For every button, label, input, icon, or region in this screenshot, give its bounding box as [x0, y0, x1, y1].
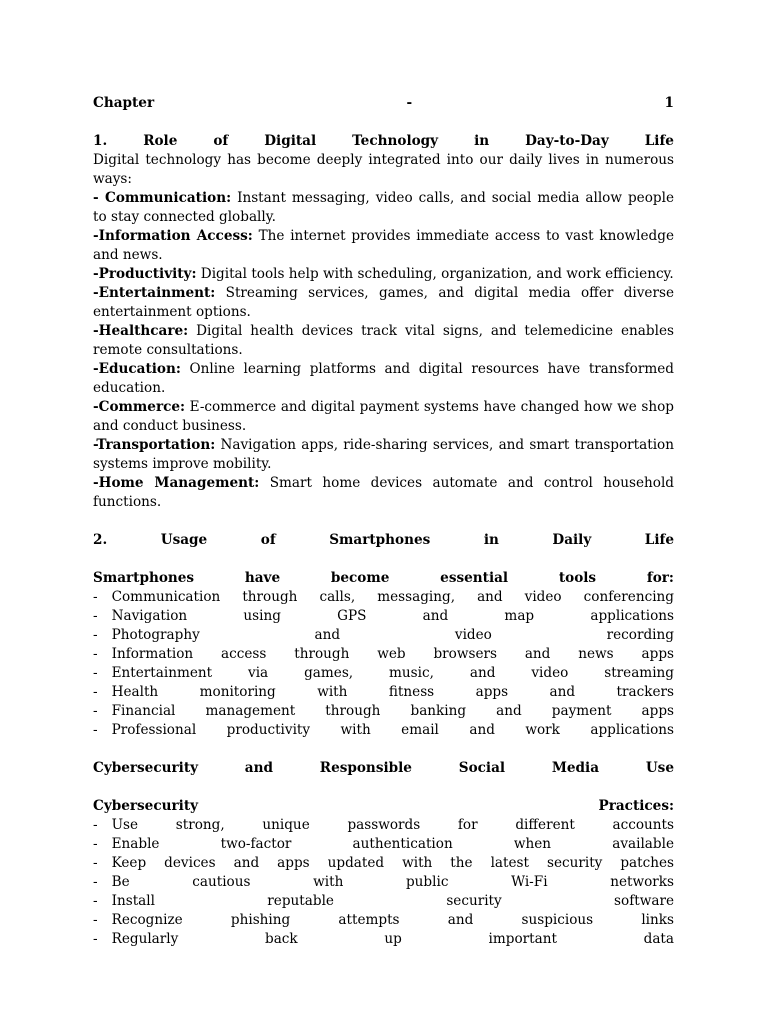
list-item-text: Financial management through banking and payment apps: [111, 703, 674, 719]
list-item-text: Be cautious with public Wi-Fi networks: [111, 874, 674, 890]
list-item-label: -Education:: [93, 361, 181, 377]
list-item: [93, 588, 674, 607]
section1-heading-word: Technology: [352, 133, 439, 149]
list-item: [93, 607, 674, 626]
list-bullet: -: [93, 855, 98, 871]
list-item-text: Navigation apps, ride-sharing services, and smart transportation systems improve mobility.: [93, 437, 674, 472]
section3-heading-word: Use: [645, 760, 674, 776]
list-item-text: Instant messaging, video calls, and social media allow people to stay connected globally.: [93, 190, 674, 225]
list-item: [93, 911, 674, 930]
section3-subheading-word: Practices:: [598, 798, 674, 814]
chapter-dash: -: [406, 95, 413, 111]
section2-lead-word: have: [244, 570, 281, 586]
list-bullet: -: [93, 589, 98, 605]
list-item-text: Smart home devices automate and control household functions.: [93, 475, 674, 510]
list-bullet: -: [93, 627, 98, 643]
list-bullet: -: [93, 703, 98, 719]
list-item-label: -Healthcare:: [93, 323, 189, 339]
section3-heading: [93, 759, 674, 778]
document-body: [93, 94, 674, 949]
section2-lead-word: for:: [646, 570, 674, 586]
section1-heading-word: in: [474, 133, 490, 149]
section2-heading-word: Daily: [552, 532, 592, 548]
list-item-label: -Entertainment:: [93, 285, 216, 301]
list-bullet: -: [93, 912, 98, 928]
list-bullet: -: [93, 722, 98, 738]
list-item-text: Digital health devices track vital signs, and telemedicine enables remote consultations.: [93, 323, 674, 358]
section1-intro: Digital technology has become deeply integrated into our daily lives in numerous ways:: [93, 152, 674, 187]
list-bullet: -: [93, 931, 98, 947]
list-item: [93, 360, 674, 398]
section2-heading-word: Smartphones: [329, 532, 431, 548]
section1-heading-word: Role: [143, 133, 178, 149]
list-item: [93, 284, 674, 322]
list-item-text: Streaming services, games, and digital media offer diverse entertainment options.: [93, 285, 674, 320]
list-item-text: Communication through calls, messaging, and video conferencing: [111, 589, 674, 605]
list-item-text: Digital tools help with scheduling, organization, and work efficiency.: [196, 266, 674, 282]
list-item: [93, 873, 674, 892]
list-item: [93, 892, 674, 911]
list-item: [93, 189, 674, 227]
list-item: [93, 626, 674, 645]
section2-heading-word: in: [483, 532, 499, 548]
section1-heading-word: Day-to-Day: [525, 133, 609, 149]
section3-heading-word: Social: [458, 760, 506, 776]
list-item-label: -Transportation:: [93, 437, 216, 453]
list-item-text: Professional productivity with email and work applications: [111, 722, 674, 738]
section1-heading-word: Digital: [264, 133, 317, 149]
section2-lead-word: become: [330, 570, 390, 586]
list-bullet: -: [93, 817, 98, 833]
section2-heading-word: Life: [644, 532, 674, 548]
list-item: [93, 683, 674, 702]
list-item-text: Install reputable security software: [111, 893, 674, 909]
list-item-text: Use strong, unique passwords for different accounts: [111, 817, 674, 833]
list-item-label: -Information Access:: [93, 228, 253, 244]
list-item-text: E-commerce and digital payment systems have changed how we shop and conduct business.: [93, 399, 674, 434]
list-item-text: Photography and video recording: [111, 627, 674, 643]
list-bullet: -: [93, 665, 98, 681]
list-item: [93, 322, 674, 360]
section1-list: [93, 189, 674, 512]
section2-list: [93, 588, 674, 740]
list-item-label: - Communication:: [93, 190, 232, 206]
section3-subheading-word: Cybersecurity: [93, 798, 198, 814]
list-item: [93, 474, 674, 512]
section3-list: [93, 816, 674, 949]
section3-heading-word: and: [244, 760, 273, 776]
list-item-text: Regularly back up important data: [111, 931, 674, 947]
section2-heading-number: 2.: [93, 532, 108, 548]
chapter-header: [93, 94, 674, 113]
list-item: [93, 645, 674, 664]
list-item-text: Information access through web browsers and news apps: [111, 646, 674, 662]
chapter-word: Chapter: [93, 95, 155, 111]
list-item-label: -Productivity:: [93, 266, 197, 282]
section1-heading: [93, 132, 674, 151]
list-item: [93, 816, 674, 835]
list-item: [93, 227, 674, 265]
section2-lead: [93, 569, 674, 588]
section3-heading-word: Responsible: [319, 760, 412, 776]
list-bullet: -: [93, 684, 98, 700]
list-item: [93, 854, 674, 873]
list-item-text: Enable two-factor authentication when available: [111, 836, 674, 852]
section2-heading-word: Usage: [160, 532, 208, 548]
list-item-label: -Commerce:: [93, 399, 186, 415]
section2-lead-word: Smartphones: [93, 570, 195, 586]
list-bullet: -: [93, 608, 98, 624]
list-item: [93, 436, 674, 474]
list-bullet: -: [93, 646, 98, 662]
list-item: [93, 721, 674, 740]
list-item-text: Online learning platforms and digital resources have transformed education.: [93, 361, 674, 396]
list-bullet: -: [93, 874, 98, 890]
list-item: [93, 398, 674, 436]
section2-heading-word: of: [260, 532, 276, 548]
list-item: [93, 835, 674, 854]
section2-heading: [93, 531, 674, 550]
list-item-text: Recognize phishing attempts and suspicious links: [111, 912, 674, 928]
list-item-text: The internet provides immediate access to vast knowledge and news.: [93, 228, 675, 263]
section1-heading-word: of: [213, 133, 229, 149]
list-bullet: -: [93, 836, 98, 852]
list-bullet: -: [93, 893, 98, 909]
list-item-text: Health monitoring with fitness apps and trackers: [111, 684, 674, 700]
list-item: [93, 930, 674, 949]
list-item: [93, 702, 674, 721]
list-item: [93, 265, 674, 284]
list-item-text: Keep devices and apps updated with the latest security patches: [111, 855, 674, 871]
section1-heading-number: 1.: [93, 133, 108, 149]
section2-lead-word: essential: [440, 570, 509, 586]
section3-subheading: [93, 797, 674, 816]
list-item: [93, 664, 674, 683]
section3-heading-word: Cybersecurity: [93, 760, 198, 776]
list-item-label: -Home Management:: [93, 475, 260, 491]
chapter-number: 1: [664, 95, 674, 111]
list-item-text: Navigation using GPS and map applications: [111, 608, 674, 624]
section3-heading-word: Media: [551, 760, 600, 776]
list-item-text: Entertainment via games, music, and video streaming: [111, 665, 674, 681]
section2-lead-word: tools: [558, 570, 597, 586]
section1-heading-word: Life: [644, 133, 674, 149]
